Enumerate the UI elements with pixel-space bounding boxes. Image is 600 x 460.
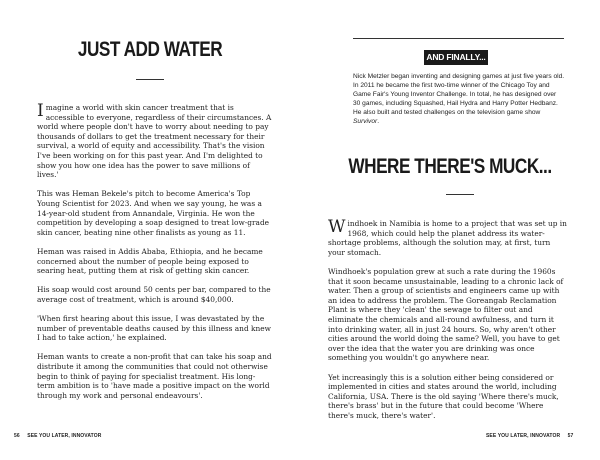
left-footer <box>14 433 101 439</box>
box-text-end: . <box>377 118 380 125</box>
left-running-title: SEE YOU LATER, INNOVATOR <box>27 433 102 439</box>
left-paragraph-1 <box>37 103 273 180</box>
right-page-heading: WHERE THERE'S MUCK... <box>348 155 552 178</box>
left-heading-rule <box>136 79 164 80</box>
right-paragraph-2: Windhoek's population grew at such a rate during the 1960s that it soon became unsustainable, leading to a chronic lack of water. Then a group of scientists and engineers came up with an idea to address the problem. The Goreangab Reclamation Plant is where they 'clean' the sewage to filter out and eliminate the chemicals and all-round awfulness, and turn it into drinking water, all in just 24 hours. So, why aren't other cities around the world doing the same? Well, you have to get over the idea that the water you are drinking was once something you wouldn't go anywhere near. <box>328 266 564 363</box>
left-paragraph-2: This was Heman Bekele's pitch to become America's Top Young Scientist for 2023. And when we say young, he was a 14-year-old student from Annandale, Virginia. He won the competition by developing a soap designed to treat low-grade skin cancer, beating nine other finalists as young as 11. <box>37 189 270 237</box>
right-dropcap: W <box>328 217 346 237</box>
left-page-number: 56 <box>14 433 20 439</box>
and-finally-label: AND FINALLY... <box>424 50 488 65</box>
right-paragraph-1 <box>328 219 568 257</box>
right-paragraph-1-text: indhoek in Namibia is home to a project that was set up in 1968, which could help the planet address its water-shortage problems, although the solution may, at first, turn your stomach. <box>328 219 567 257</box>
left-body <box>37 103 273 410</box>
box-text-show: Survivor <box>353 118 378 125</box>
and-finally-text <box>353 72 565 126</box>
left-paragraph-3: Heman was raised in Addis Ababa, Ethiopia, and he became concerned about the number of people being exposed to searing heat, putting them at risk of getting skin cancer. <box>37 246 263 276</box>
right-paragraph-3: Yet increasingly this is a solution either being considered or implemented in cities and states around the world, including California, USA. There is the old saying 'Where there's muck, there's brass' but in the future that could become 'Where there's muck, there's water'. <box>328 372 559 420</box>
left-paragraph-4: His soap would cost around 50 cents per bar, compared to the average cost of treatment, which is around $40,000. <box>37 285 271 304</box>
left-dropcap: I <box>37 101 44 121</box>
left-paragraph-1-text: magine a world with skin cancer treatment that is accessible to everyone, regardless of their circumstances. A world where people don't have to worry about needing to pay thousands of dollars to get the treatment necessary for their survival, a world of equity and accessibility. That's the vision I've been working on for this past year. And I'm delighted to show you how one idea has the power to save millions of lives.' <box>37 103 272 180</box>
left-page-heading: JUST ADD WATER <box>77 38 223 61</box>
right-running-title: SEE YOU LATER, INNOVATOR <box>486 433 561 439</box>
left-paragraph-5: 'When first hearing about this issue, I was devastated by the number of preventable deaths caused by this illness and knew I had to take action,' he explained. <box>37 314 271 343</box>
box-text-main: Nick Metzler began inventing and designing games at just five years old. In 2011 he became the first two-time winner of the Chicago Toy and Game Fair's Young Inventor Challenge. In total, he has designed over 30 games, including Squashed, Hail Hydra and Harry Potter Hedbanz. He also built and tested challenges on the television game show <box>353 73 565 116</box>
right-heading-rule <box>446 194 474 195</box>
right-page-number: 57 <box>567 433 574 439</box>
right-footer <box>486 433 573 439</box>
box-top-rule <box>353 38 564 39</box>
right-body <box>328 219 568 430</box>
left-paragraph-6: Heman wants to create a non-profit that can take his soap and distribute it among the communities that could not otherwise begin to think of paying for specialist treatment. His long-term ambition is to 'have made a positive impact on the world through my work and personal endeavours'. <box>37 352 272 400</box>
